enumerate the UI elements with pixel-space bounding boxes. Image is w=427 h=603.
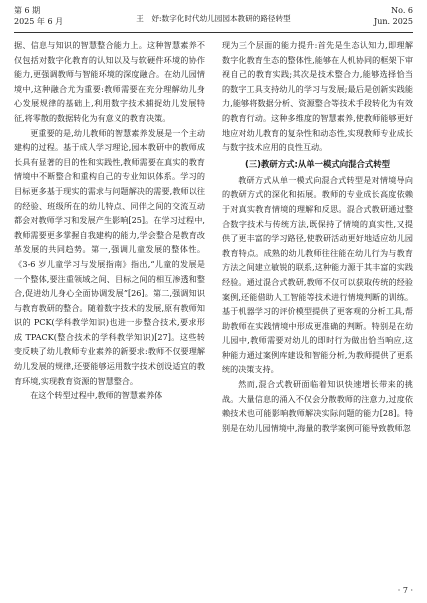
issue-number: 第 6 期 (14, 6, 41, 15)
issue-date-en: Jun. 2025 (374, 17, 413, 26)
body-paragraph: 在这个转型过程中,教师的智慧素养体 (30, 390, 163, 401)
body-paragraph: 更重要的是,幼儿教师的智慧素养发展是一个主动建构的过程。基于成人学习理论,园本教研中的教师成长具有显著的目的性和实践性,教师需要在真实的教育情境中不断整合和重构自己的专业知识体系。学习的目标更多基于现实的需求与问题解决的需要,教师以往的经验、班级所在的幼儿特点、同伴之间的交流互动都会对教师学习和发展产生影响[25]。在学习过程中,教师需要更多掌握自我建构的能力,学会整合是教育改革发展的共同趋势。第一,强调儿童发展的整体性。《3-6 岁儿童学习与发展指南》指出,“儿童的发展是一个整体,要注重领域之间、目标之间的相互渗透和整合,促进幼儿身心全面协调发展”[26]。第二,强调知识与教育教研的整合。随着数字技术的发展,原有教师知识的 PCK(学科教学知识)也进一步整合技术,要求形成 TPACK(整合技术的学科教学知识)[27]。这些转变反映了幼儿教师专业素养的新要求:教师不仅要理解幼儿发展的规律,还要能够运用数字技术创设适宜的教育环境,实现教育资源的智慧整合。 (14, 127, 205, 386)
issue-date: 2025 年 6 月 (14, 17, 64, 26)
issue-number-en: No. 6 (391, 6, 413, 15)
running-header (14, 4, 413, 33)
right-column (222, 38, 413, 435)
body-paragraph: 然而,混合式教研面临着知识快速增长带来的挑战。大量信息的涌入不仅会分散教师的注意力,过度依赖技术也可能影响教师解决实际问题的能力[28]。特别是在幼儿园情境中,海量的教学案例可能导致教师忽 (222, 379, 413, 433)
running-title: 王 妤:数字化时代幼儿园园本教研的路径转型 (136, 14, 291, 23)
body-paragraph: 据、信息与知识的智慧整合能力上。这种智慧素养不仅包括对数字化教育的认知以及与软硬件环境的协作能力,更强调教师与智能环境的深度融合。在幼儿园情境中,这种融合尤为重要:教师需要在充分理解幼儿身心发展规律的基础上,利用数字技术捕捉幼儿发展特征,将零散的数据转化为有意义的教育决策。 (14, 40, 205, 123)
body-paragraph: 教研方式从单一模式向混合式转型是对情境导向的教研方式的深化和拓展。教师的专业成长高度依赖于对真实教育情境的理解和反思。混合式教研通过整合数字技术与传统方法,既保持了情境的真实性,又提供了更丰富的学习路径,使教研活动更好地适应幼儿园教育特点。成熟的幼儿教师往往能在幼儿行为与教育方法之间建立敏锐的联系,这种能力源于其丰富的实践经验。通过混合式教研,教师不仅可以获取传统的经验案例,还能借助人工智能等技术进行情境判断的训练。基于机器学习的评价模型提供了更客观的分析工具,帮助教师在实践情境中形成更准确的判断。特别是在幼儿园中,教师需要对幼儿的即时行为做出恰当响应,这种能力通过案例库建设和智能分析,为教师提供了更系统的决策支持。 (222, 174, 413, 375)
left-column (14, 38, 205, 403)
header-right (374, 5, 413, 27)
body-paragraph: 现为三个层面的能力提升:首先是生态认知力,即理解数字化教育生态的整体性,能够在人机协同的框架下审视自己的教育实践;其次是技术整合力,能够选择恰当的数字工具支持幼儿的学习与发展;最后是创新实践能力,能够将数据分析、资源整合等技术手段转化为有效的教育行动。这种多维度的智慧素养,使教师能够更好地应对幼儿教育的复杂性和动态性,实现教师专业成长与数字技术应用的良性互动。 (222, 40, 413, 153)
page-number: · 7 · (397, 586, 413, 595)
section-heading: (三)教研方式:从单一模式向混合式转型 (244, 158, 390, 169)
